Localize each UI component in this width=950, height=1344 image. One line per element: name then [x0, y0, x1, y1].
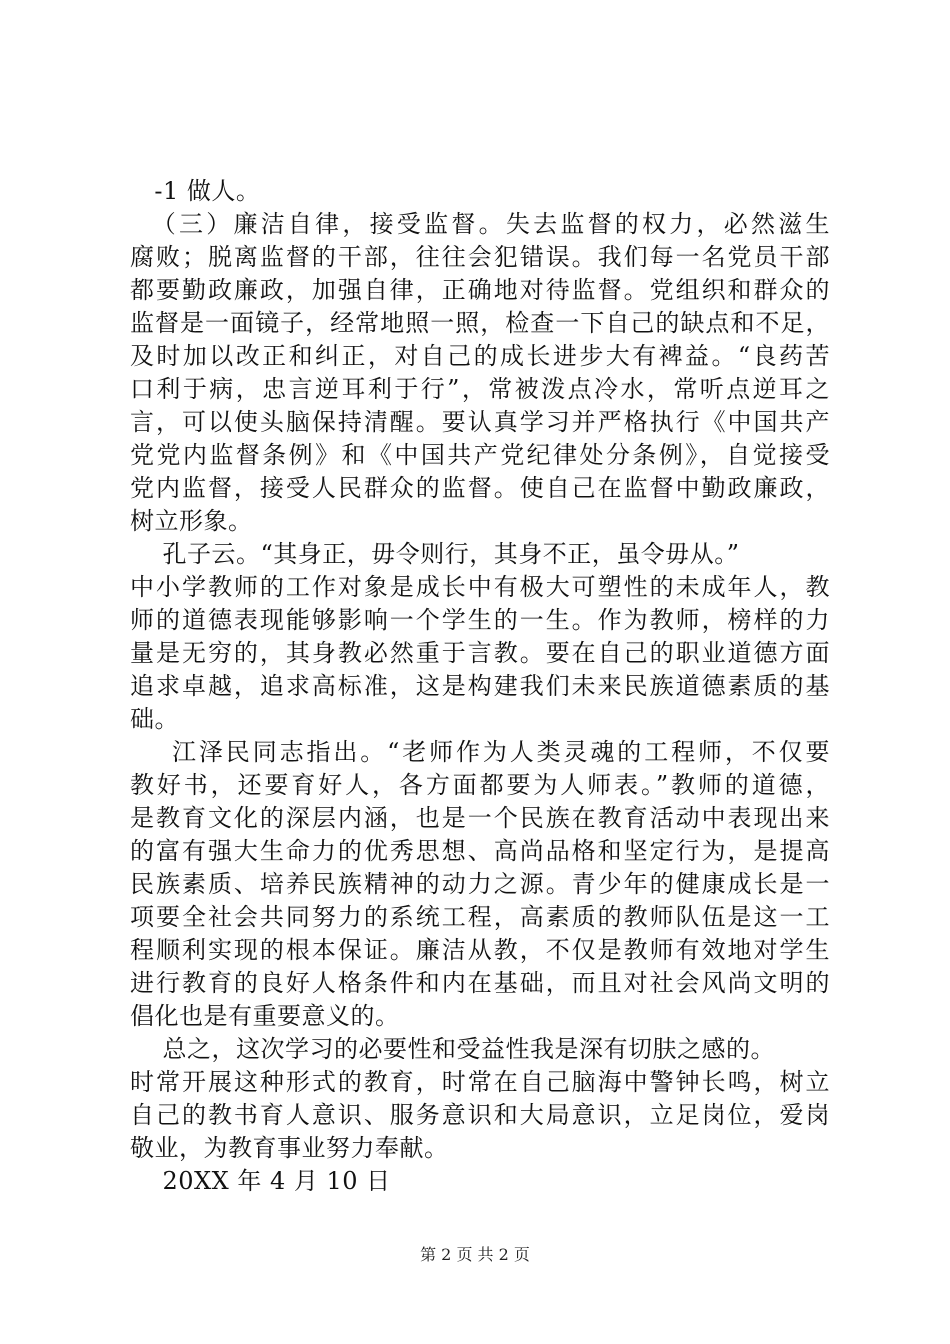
- text-line: 师的道德表现能够影响一个学生的一生。作为教师，榜样的力: [130, 606, 830, 634]
- text-line: 时常开展这种形式的教育，时常在自己脑海中警钟长鸣，树立: [130, 1068, 830, 1096]
- text-line: 教好书，还要育好人，各方面都要为人师表。”教师的道德，: [130, 771, 830, 799]
- text-line: 孔子云。“其身正，毋令则行，其身不正，虽令毋从。”: [130, 540, 740, 568]
- text-line: 程顺利实现的根本保证。廉洁从教，不仅是教师有效地对学生: [130, 936, 830, 964]
- text-line: 树立形象。: [130, 507, 253, 535]
- text-line: 党党内监督条例》和《中国共产党纪律处分条例》，自觉接受: [130, 441, 830, 469]
- text-line: 江泽民同志指出。“老师作为人类灵魂的工程师，不仅要: [130, 738, 830, 766]
- text-line: 及时加以改正和纠正，对自己的成长进步大有裨益。“良药苦: [130, 342, 830, 370]
- text-line: 项要全社会共同努力的系统工程，高素质的教师队伍是这一工: [130, 903, 830, 931]
- text-line: 党内监督，接受人民群众的监督。使自己在监督中勤政廉政，: [130, 474, 830, 502]
- text-line: 是教育文化的深层内涵，也是一个民族在教育活动中表现出来: [130, 804, 830, 832]
- text-line: 言，可以使头脑保持清醒。要认真学习并严格执行《中国共产: [130, 408, 830, 436]
- text-line: 20XX 年 4 月 10 日: [130, 1167, 391, 1195]
- text-line: 总之，这次学习的必要性和受益性我是深有切肤之感的。: [130, 1035, 776, 1063]
- text-line: 中小学教师的工作对象是成长中有极大可塑性的未成年人，教: [130, 573, 830, 601]
- text-line: 进行教育的良好人格条件和内在基础，而且对社会风尚文明的: [130, 969, 830, 997]
- page-footer: 第 2 页 共 2 页: [420, 1245, 530, 1264]
- text-line: 口利于病，忠言逆耳利于行”，常被泼点冷水，常听点逆耳之: [130, 375, 830, 403]
- text-line: 追求卓越，追求高标准，这是构建我们未来民族道德素质的基: [130, 672, 830, 700]
- text-line: 的富有强大生命力的优秀思想、高尚品格和坚定行为，是提高: [130, 837, 830, 865]
- text-line: （三）廉洁自律，接受监督。失去监督的权力，必然滋生: [130, 210, 830, 238]
- document-body: [130, 175, 830, 1198]
- text-line: 腐败；脱离监督的干部，往往会犯错误。我们每一名党员干部: [130, 243, 830, 271]
- text-line: 倡化也是有重要意义的。: [130, 1002, 400, 1030]
- text-line: -1 做人。: [130, 177, 261, 205]
- text-line: 民族素质、培养民族精神的动力之源。青少年的健康成长是一: [130, 870, 830, 898]
- text-line: 敬业，为教育事业努力奉献。: [130, 1134, 449, 1162]
- text-line: 础。: [130, 705, 179, 733]
- text-line: 都要勤政廉政，加强自律，正确地对待监督。党组织和群众的: [130, 276, 830, 304]
- text-line: 量是无穷的，其身教必然重于言教。要在自己的职业道德方面: [130, 639, 830, 667]
- text-line: 自己的教书育人意识、服务意识和大局意识，立足岗位，爱岗: [130, 1101, 830, 1129]
- text-line: 监督是一面镜子，经常地照一照，检查一下自己的缺点和不足，: [130, 309, 830, 337]
